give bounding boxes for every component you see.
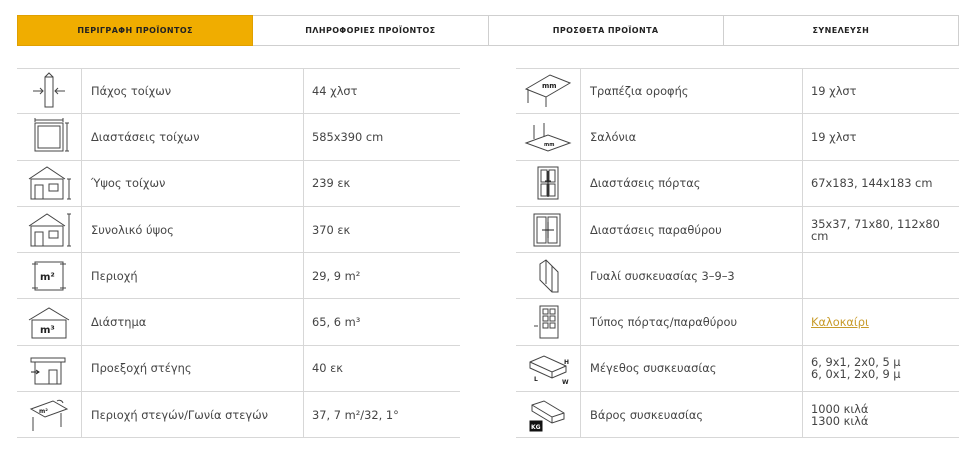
spec-row [17, 114, 460, 160]
wall-thickness-icon [17, 69, 82, 113]
wall-dimensions-icon [17, 114, 82, 159]
spec-value [803, 299, 959, 344]
roof-boards-icon [516, 69, 581, 113]
spec-value: 1000 κιλά 1300 κιλά [811, 401, 869, 428]
roof-overhang-icon [17, 346, 82, 391]
spec-row [17, 68, 460, 114]
tab-product-information[interactable]: ΠΛΗΡΟΦΟΡΙΕΣ ΠΡΟΪΟΝΤΟΣ [253, 15, 488, 46]
svg-text:mm: mm [544, 141, 555, 148]
specs-table-left [17, 68, 460, 438]
spec-label: Σαλόνια [581, 114, 803, 159]
window-dimensions-icon [516, 207, 581, 252]
spec-value: 19 χλστ [811, 129, 857, 144]
total-height-icon [17, 207, 82, 252]
spec-label: Συνολικό ύψος [82, 207, 304, 252]
svg-text:L: L [534, 376, 538, 384]
svg-text:m³: m³ [40, 325, 55, 337]
spec-row [516, 299, 959, 345]
spec-row [17, 299, 460, 345]
svg-text:W: W [562, 379, 569, 387]
wall-height-icon [17, 161, 82, 206]
spec-label: Πάχος τοίχων [82, 69, 304, 113]
package-size-icon [516, 346, 581, 391]
tab-product-description[interactable]: ΠΕΡΙΓΡΑΦΗ ΠΡΟΪΟΝΤΟΣ [17, 15, 253, 46]
spec-label: Μέγεθος συσκευασίας [581, 346, 803, 391]
spec-label: Τραπέζια οροφής [581, 69, 803, 113]
glass-icon [516, 253, 581, 298]
spec-row [516, 114, 959, 160]
spec-value: 37, 7 m²/32, 1° [312, 407, 399, 422]
spec-label: Προεξοχή στέγης [82, 346, 304, 391]
spec-row [516, 253, 959, 299]
spec-label: Διαστάσεις παραθύρου [581, 207, 803, 252]
spec-value: 44 χλστ [312, 84, 358, 99]
spec-row [17, 207, 460, 253]
spec-row [516, 161, 959, 207]
spec-value [803, 253, 959, 298]
spec-value: 239 εκ [312, 176, 351, 191]
spec-row [516, 68, 959, 114]
spec-row [17, 253, 460, 299]
spec-value: 19 χλστ [811, 84, 857, 99]
spec-value: 6, 9x1, 2x0, 5 μ 6, 0x1, 2x0, 9 μ [811, 355, 901, 382]
spec-row [516, 392, 959, 438]
spec-row [17, 392, 460, 438]
spec-label: Διάστημα [82, 299, 304, 344]
spec-value: 585x390 cm [312, 129, 384, 144]
spec-label: Περιοχή [82, 253, 304, 298]
spec-row [17, 161, 460, 207]
door-type-icon [516, 299, 581, 344]
spec-row [516, 207, 959, 253]
spec-value: 29, 9 m² [312, 268, 361, 283]
svg-text:H: H [564, 359, 570, 367]
specs-table-right [516, 68, 959, 438]
floor-boards-icon [516, 114, 581, 159]
area-icon [17, 253, 82, 298]
svg-text:mm: mm [542, 82, 557, 91]
spec-value: 65, 6 m³ [312, 315, 361, 330]
spec-value: 67x183, 144x183 cm [811, 176, 933, 191]
spec-label: Ύψος τοίχων [82, 161, 304, 206]
spec-row [516, 346, 959, 392]
package-weight-icon [516, 392, 581, 437]
volume-icon [17, 299, 82, 344]
spec-label: Βάρος συσκευασίας [581, 392, 803, 437]
product-tabs [17, 15, 959, 46]
spec-row [17, 346, 460, 392]
spec-label: Γυαλί συσκευασίας 3–9–3 [581, 253, 803, 298]
tab-assembly[interactable]: ΣΥΝΕΛΕΥΣΗ [724, 15, 959, 46]
tab-additional-products[interactable]: ΠΡΟΣΘΕΤΑ ΠΡΟΪΟΝΤΑ [489, 15, 724, 46]
spec-label: Διαστάσεις πόρτας [581, 161, 803, 206]
door-dimensions-icon [516, 161, 581, 206]
svg-text:KG: KG [531, 423, 541, 431]
spec-label: Τύπος πόρτας/παραθύρου [581, 299, 803, 344]
svg-text:m²: m² [40, 271, 55, 283]
svg-text:m²: m² [39, 407, 48, 415]
roof-area-icon [17, 392, 82, 437]
spec-label: Διαστάσεις τοίχων [82, 114, 304, 159]
door-type-link[interactable]: Καλοκαίρι [811, 315, 869, 330]
spec-label: Περιοχή στεγών/Γωνία στεγών [82, 392, 304, 437]
spec-value: 40 εκ [312, 361, 343, 376]
spec-value: 370 εκ [312, 222, 351, 237]
spec-value: 35x37, 71x80, 112x80 cm [811, 216, 940, 243]
